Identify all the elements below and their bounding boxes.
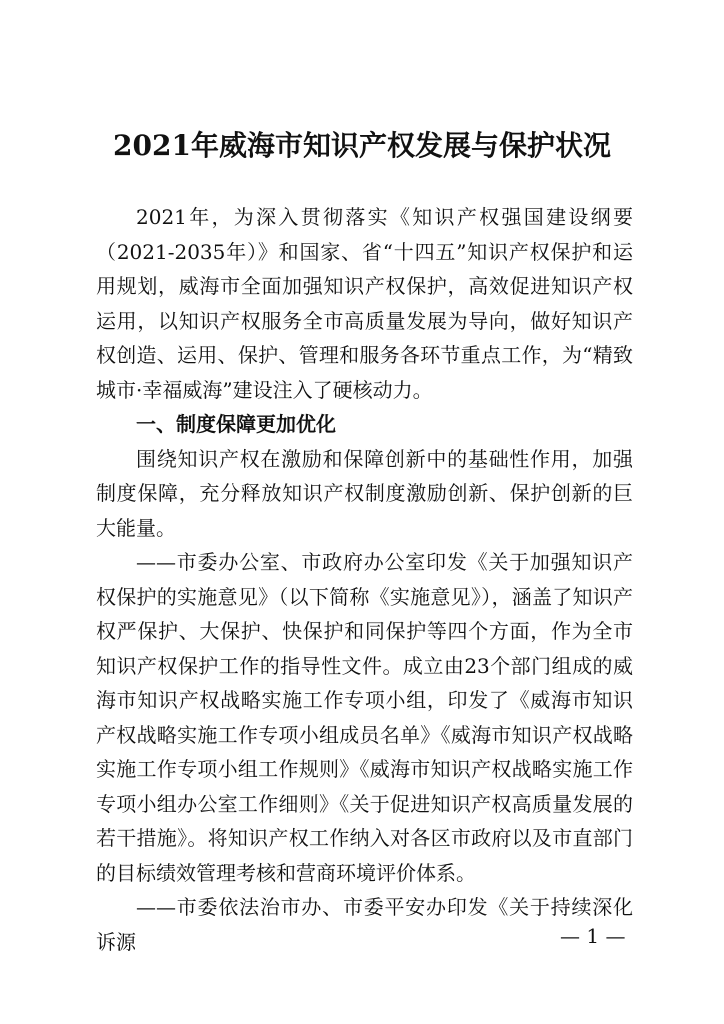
- section-heading: 一、制度保障更加优化: [136, 412, 336, 436]
- document-body: [96, 200, 633, 959]
- section-lead-paragraph: 围绕知识产权在激励和保障创新中的基础性作用，加强制度保障，充分释放知识产权制度激励创新、保护创新的巨大能量。: [96, 446, 633, 540]
- page-title: 2021年威海市知识产权发展与保护状况: [113, 129, 611, 162]
- section-item-paragraph-continued: ——市委依法治市办、市委平安办印发《关于持续深化诉源: [96, 895, 633, 954]
- intro-paragraph: 2021年，为深入贯彻落实《知识产权强国建设纲要（2021-2035年）》和国家、省“十四五”知识产权保护和运用规划，威海市全面加强知识产权保护，高效促进知识产权运用，以知识产权服务全市高质量发展为导向，做好知识产权创造、运用、保护、管理和服务各环节重点工作，为“精致城市·幸福威海”建设注入了硬核动力。: [96, 205, 633, 402]
- page-number: — 1 —: [560, 924, 626, 948]
- section-item-paragraph: ——市委办公室、市政府办公室印发《关于加强知识产权保护的实施意见》（以下简称《实施意见》），涵盖了知识产权严保护、大保护、快保护和同保护等四个方面，作为全市知识产权保护工作的指导性文件。成立由23个部门组成的威海市知识产权战略实施工作专项小组，印发了《威海市知识产权战略实施工作专项小组成员名单》《威海市知识产权战略实施工作专项小组工作规则》《威海市知识产权战略实施工作专项小组办公室工作细则》《关于促进知识产权高质量发展的若干措施》。将知识产权工作纳入对各区市政府以及市直部门的目标绩效管理考核和营商环境评价体系。: [96, 550, 633, 885]
